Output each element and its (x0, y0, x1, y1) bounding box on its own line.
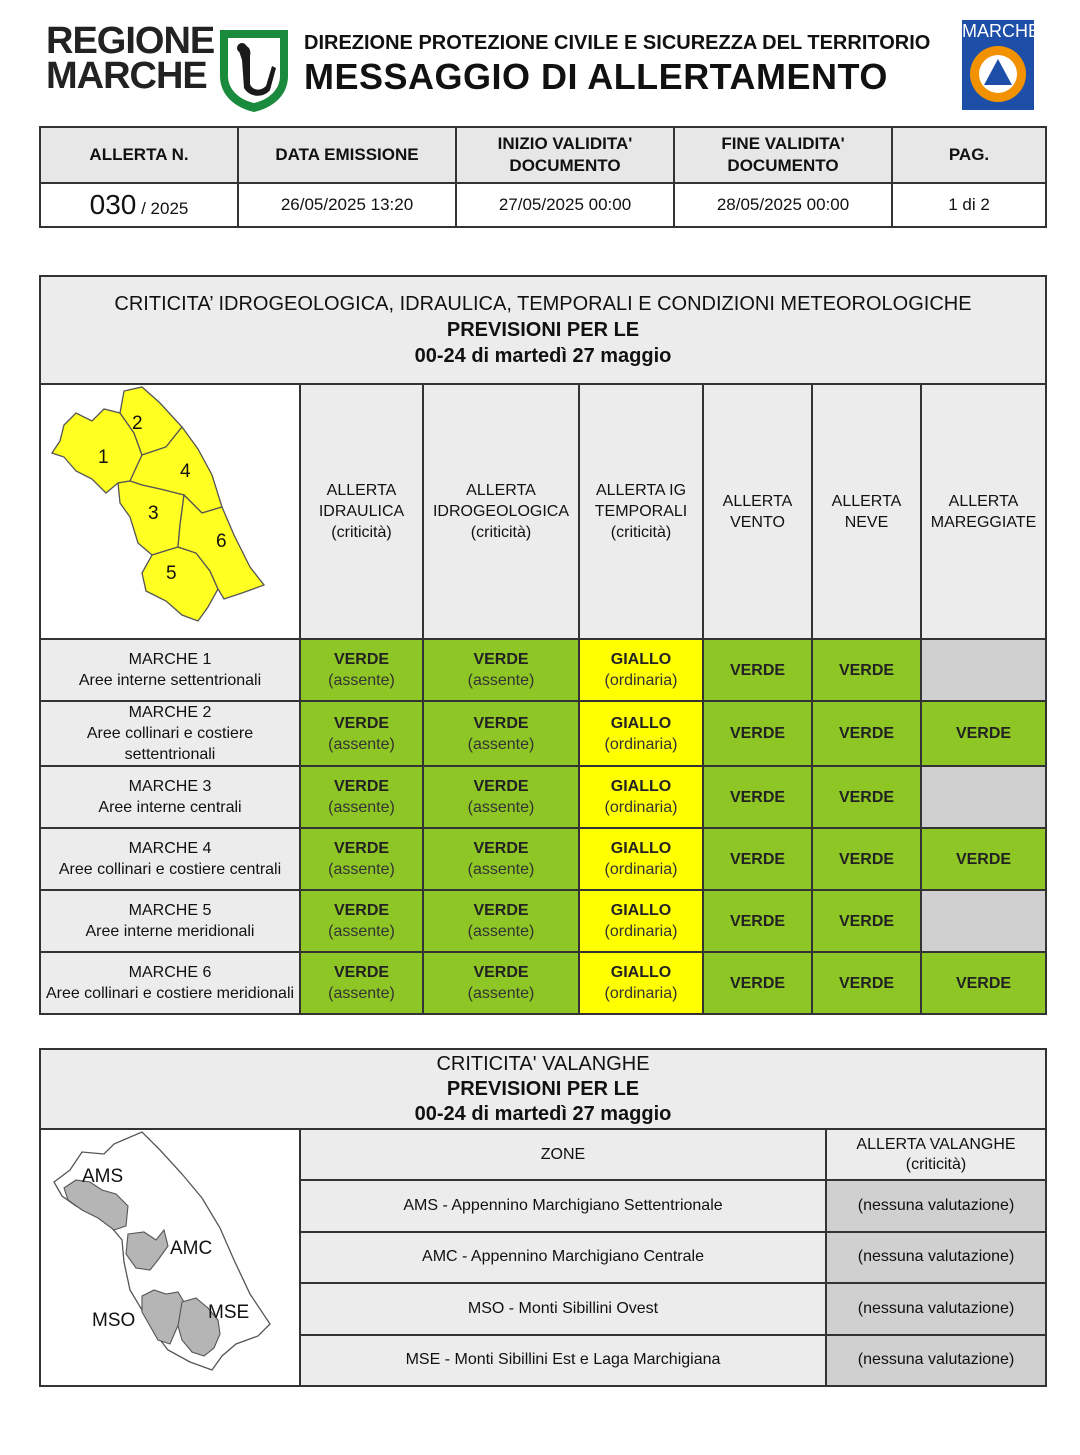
temporali-cell: GIALLO (ordinaria) (579, 828, 703, 890)
map-label-amc: AMC (170, 1238, 213, 1259)
mareggiate-cell (921, 890, 1046, 952)
vento-cell: VERDE (703, 639, 812, 701)
avalanche-zone-name: MSO - Monti Sibillini Ovest (300, 1283, 826, 1334)
alert-number: 030 / 2025 (40, 183, 238, 227)
idraulica-cell: VERDE (assente) (300, 952, 423, 1014)
zone-row (40, 639, 1046, 701)
col-header-vento: ALLERTA VENTO (703, 384, 812, 639)
idrogeologica-cell: VERDE (assente) (423, 639, 579, 701)
idraulica-cell: VERDE (assente) (300, 828, 423, 890)
hydro-zone-map (40, 384, 300, 639)
map-label-5: 5 (166, 563, 177, 584)
region-emblem-icon (216, 26, 292, 114)
header-validity-start: INIZIO VALIDITA' DOCUMENTO (456, 127, 674, 183)
zone-row (40, 701, 1046, 766)
header-emission-date: DATA EMISSIONE (238, 127, 456, 183)
zone-row (40, 952, 1046, 1014)
neve-cell: VERDE (812, 701, 921, 766)
temporali-cell: GIALLO (ordinaria) (579, 952, 703, 1014)
header-validity-end: FINE VALIDITA' DOCUMENTO (674, 127, 892, 183)
map-label-mse: MSE (208, 1302, 250, 1323)
vento-cell: VERDE (703, 766, 812, 828)
avalanche-zone-name: AMC - Appennino Marchigiano Centrale (300, 1232, 826, 1283)
pc-logo-word: MARCHE (962, 21, 1041, 41)
map-label-4: 4 (180, 461, 191, 482)
validity-end: 28/05/2025 00:00 (674, 183, 892, 227)
neve-cell: VERDE (812, 639, 921, 701)
col-header-idrogeologica: ALLERTA IDROGEOLOGICA (criticità) (423, 384, 579, 639)
avalanche-alert-table (39, 1048, 1047, 1387)
idrogeologica-cell: VERDE (assente) (423, 890, 579, 952)
map-label-6: 6 (216, 531, 227, 552)
header-direction: DIREZIONE PROTEZIONE CIVILE E SICUREZZA DEL TERRITORIO (304, 32, 931, 54)
civil-protection-emblem-icon (968, 44, 1028, 104)
mareggiate-cell: VERDE (921, 952, 1046, 1014)
validity-start: 27/05/2025 00:00 (456, 183, 674, 227)
avalanche-zone-value: (nessuna valutazione) (826, 1180, 1046, 1231)
zone-row (40, 890, 1046, 952)
vento-cell: VERDE (703, 701, 812, 766)
marche-zones-map-icon (42, 385, 298, 633)
hydro-title: CRITICITA’ IDROGEOLOGICA, IDRAULICA, TEMPORALI E CONDIZIONI METEOROLOGICHE PREVISIONI PER LE 00-24 di martedì 27 maggio (40, 276, 1046, 384)
map-label-3: 3 (148, 503, 159, 524)
page-title: MESSAGGIO DI ALLERTAMENTO (304, 56, 888, 97)
neve-cell: VERDE (812, 828, 921, 890)
col-header-neve: ALLERTA NEVE (812, 384, 921, 639)
temporali-cell: GIALLO (ordinaria) (579, 890, 703, 952)
avalanche-zone-name: AMS - Appennino Marchigiano Settentrionale (300, 1180, 826, 1231)
idraulica-cell: VERDE (assente) (300, 766, 423, 828)
col-header-avalanche: ALLERTA VALANGHE (criticità) (826, 1129, 1046, 1180)
avalanche-zones-map-icon (42, 1130, 298, 1380)
zone-name: MARCHE 1 Aree interne settentrionali (40, 639, 300, 701)
pc-logo-ring-text: PROTEZIONE CIVILE REGIONALE (989, 104, 1007, 105)
avalanche-zone-value: (nessuna valutazione) (826, 1335, 1046, 1386)
hydro-alert-table (39, 275, 1047, 1015)
mareggiate-cell: VERDE (921, 828, 1046, 890)
idraulica-cell: VERDE (assente) (300, 639, 423, 701)
avalanche-zone-value: (nessuna valutazione) (826, 1232, 1046, 1283)
zone-row (40, 828, 1046, 890)
region-logo-text (46, 20, 215, 97)
neve-cell: VERDE (812, 766, 921, 828)
avalanche-title: CRITICITA' VALANGHE PREVISIONI PER LE 00-24 di martedì 27 maggio (40, 1049, 1046, 1129)
idrogeologica-cell: VERDE (assente) (423, 766, 579, 828)
vento-cell: VERDE (703, 828, 812, 890)
civil-protection-logo (962, 20, 1041, 110)
idrogeologica-cell: VERDE (assente) (423, 952, 579, 1014)
map-label-mso: MSO (92, 1310, 136, 1331)
zone-row (40, 766, 1046, 828)
idrogeologica-cell: VERDE (assente) (423, 701, 579, 766)
col-header-temporali: ALLERTA IG TEMPORALI (criticità) (579, 384, 703, 639)
emission-date: 26/05/2025 13:20 (238, 183, 456, 227)
header-page: PAG. (892, 127, 1046, 183)
neve-cell: VERDE (812, 890, 921, 952)
logo-line-2: MARCHE (46, 55, 207, 97)
idraulica-cell: VERDE (assente) (300, 890, 423, 952)
col-header-zone: ZONE (300, 1129, 826, 1180)
map-label-1: 1 (98, 447, 109, 468)
alert-info-table (39, 126, 1047, 228)
temporali-cell: GIALLO (ordinaria) (579, 639, 703, 701)
mareggiate-cell (921, 766, 1046, 828)
map-label-ams: AMS (82, 1166, 124, 1187)
avalanche-zone-name: MSE - Monti Sibillini Est e Laga Marchigiana (300, 1335, 826, 1386)
logo-line-1: REGIONE (46, 20, 215, 62)
avalanche-zone-value: (nessuna valutazione) (826, 1283, 1046, 1334)
zone-name: MARCHE 2 Aree collinari e costiere settentrionali (40, 701, 300, 766)
col-header-mareggiate: ALLERTA MAREGGIATE (921, 384, 1046, 639)
avalanche-zone-map (40, 1129, 300, 1386)
map-label-2: 2 (132, 413, 143, 434)
col-header-idraulica: ALLERTA IDRAULICA (criticità) (300, 384, 423, 639)
page-number: 1 di 2 (892, 183, 1046, 227)
vento-cell: VERDE (703, 890, 812, 952)
zone-name: MARCHE 4 Aree collinari e costiere centrali (40, 828, 300, 890)
zone-name: MARCHE 5 Aree interne meridionali (40, 890, 300, 952)
temporali-cell: GIALLO (ordinaria) (579, 701, 703, 766)
neve-cell: VERDE (812, 952, 921, 1014)
mareggiate-cell: VERDE (921, 701, 1046, 766)
zone-name: MARCHE 6 Aree collinari e costiere meridionali (40, 952, 300, 1014)
vento-cell: VERDE (703, 952, 812, 1014)
idraulica-cell: VERDE (assente) (300, 701, 423, 766)
zone-name: MARCHE 3 Aree interne centrali (40, 766, 300, 828)
idrogeologica-cell: VERDE (assente) (423, 828, 579, 890)
header-alert-number: ALLERTA N. (40, 127, 238, 183)
temporali-cell: GIALLO (ordinaria) (579, 766, 703, 828)
mareggiate-cell (921, 639, 1046, 701)
